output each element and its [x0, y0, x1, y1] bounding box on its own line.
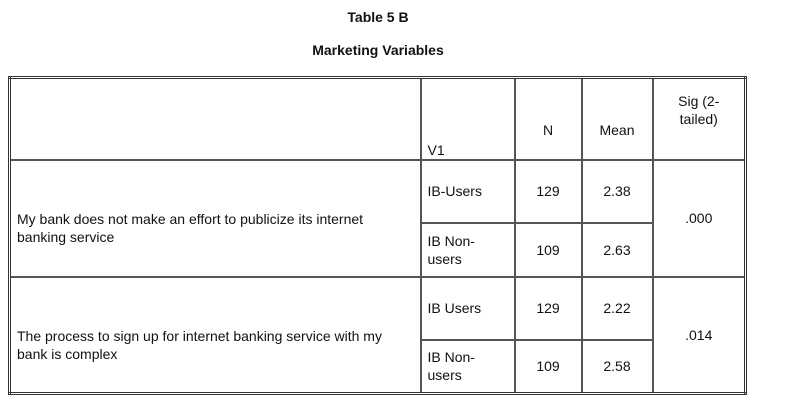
table-row — [10, 277, 746, 340]
header-n: N — [515, 78, 582, 160]
mean-cell: 2.63 — [582, 223, 653, 277]
header-mean: Mean — [582, 78, 653, 160]
header-sig-text: Sig (2- tailed) — [678, 92, 720, 127]
table-row — [10, 160, 746, 223]
question-cell: The process to sign up for internet banking service with my bank is complex — [10, 277, 421, 394]
table-subtitle: Marketing Variables — [312, 42, 444, 58]
n-cell: 109 — [515, 340, 582, 394]
group-cell: IB-Users — [421, 160, 515, 223]
group-cell: IB Users — [421, 277, 515, 340]
n-cell: 129 — [515, 277, 582, 340]
group-cell: IB Non- users — [421, 340, 515, 394]
results-table — [8, 76, 747, 395]
sig-cell: .000 — [653, 160, 746, 277]
mean-cell: 2.22 — [582, 277, 653, 340]
group-cell: IB Non- users — [421, 223, 515, 277]
header-sig — [653, 78, 746, 160]
header-v1: V1 — [421, 78, 515, 160]
sig-cell: .014 — [653, 277, 746, 394]
question-cell: My bank does not make an effort to publicize its internet banking service — [10, 160, 421, 277]
mean-cell: 2.38 — [582, 160, 653, 223]
table-header-row — [10, 78, 746, 160]
header-variable — [10, 78, 421, 160]
n-cell: 129 — [515, 160, 582, 223]
n-cell: 109 — [515, 223, 582, 277]
mean-cell: 2.58 — [582, 340, 653, 394]
table-title: Table 5 B — [347, 9, 409, 25]
